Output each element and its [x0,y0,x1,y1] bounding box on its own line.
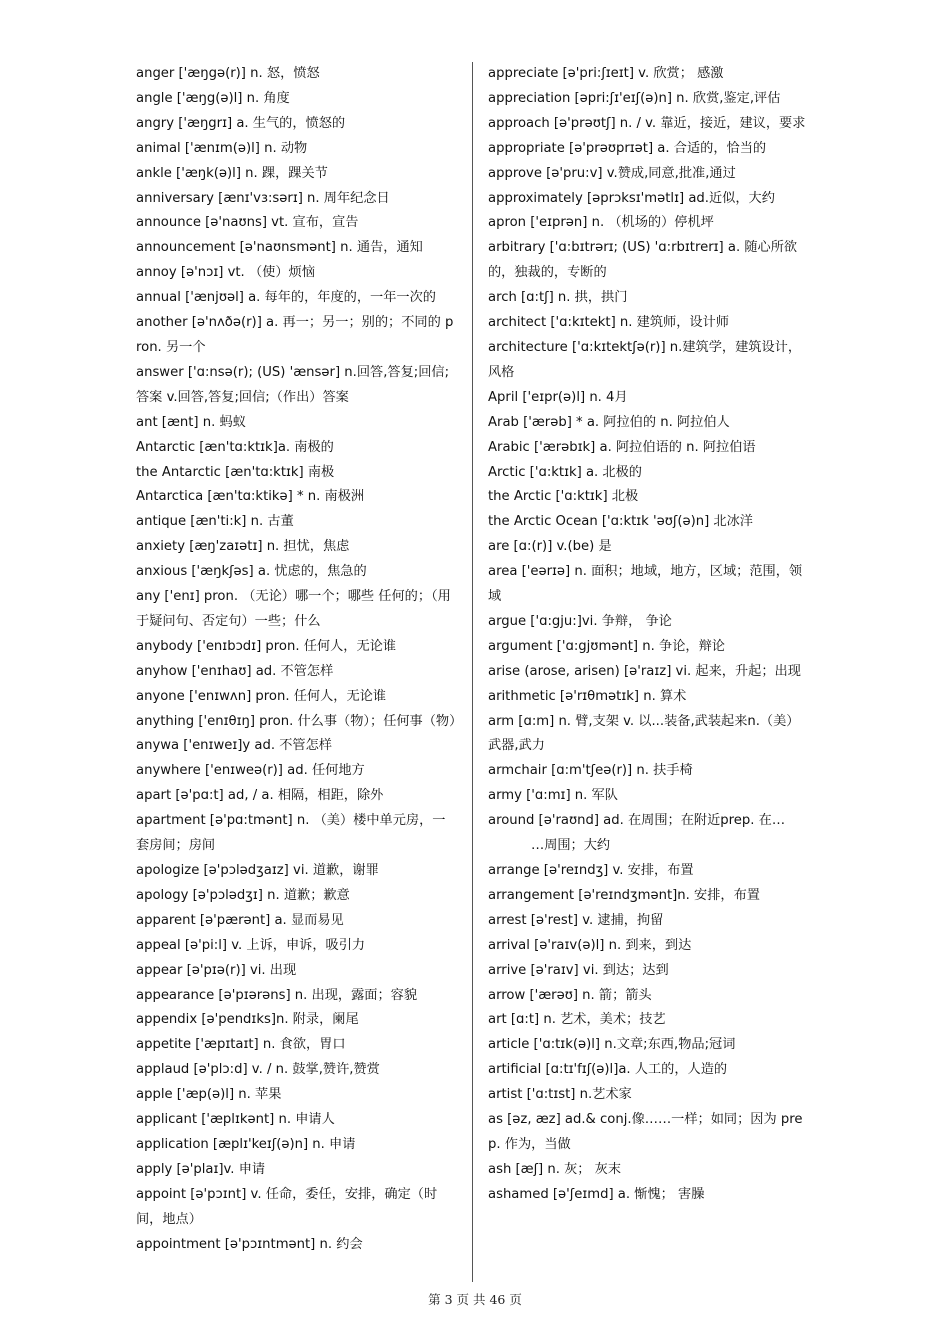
vocab-entry: apart [ə'pɑ:t] ad, / a. 相隔，相距，除外 [136,788,384,804]
vocab-entry: armchair [ɑ:m'tʃeə(r)] n. 扶手椅 [488,763,693,779]
vocab-entry: arrangement [ə'reɪndʒmənt]n. 安排，布置 [488,887,760,903]
vocab-entry: apple ['æp(ə)l] n. 苹果 [136,1087,282,1103]
vocab-entry: apartment [ə'pɑ:tmənt] n. （美）楼中单元房，一套房间；房间 [136,813,446,854]
vocab-entry: arise (arose, arisen) [ə'raɪz] vi. 起来，升起；出现 [488,663,801,679]
page-number-footer: 第 3 页 共 46 页 [428,1292,522,1307]
vocab-entry: appeal [ə'pi:l] v. 上诉，申诉，吸引力 [136,937,366,953]
vocab-entry: anyhow ['enɪhaʊ] ad. 不管怎样 [136,663,334,679]
vocab-entry: apply [ə'plaɪ]v. 申请 [136,1161,266,1177]
vocab-entry: appearance [ə'pɪərəns] n. 出现，露面；容貌 [136,987,418,1003]
vocab-entry: ankle ['æŋk(ə)l] n. 踝，踝关节 [136,165,328,181]
vocab-entry: applaud [ə'plɔ:d] v. / n. 鼓掌,赞许,赞赏 [136,1062,380,1078]
vocab-entry: answer ['ɑ:nsə(r); (US) 'ænsər] n.回答,答复;回信;答案 v.回答,答复;回信;（作出）答案 [136,364,450,405]
vocab-entry: animal ['ænɪm(ə)l] n. 动物 [136,140,308,156]
vocab-entry: arrive [ə'raɪv] vi. 到达；达到 [488,962,669,978]
vocab-entry: appoint [ə'pɔɪnt] v. 任命，委任，安排，确定（时间，地点） [136,1186,438,1227]
vocab-entry: architect ['ɑ:kɪtekt] n. 建筑师，设计师 [488,315,729,331]
vocab-entry: anywa ['enɪweɪ]y ad. 不管怎样 [136,738,332,754]
vocab-entry: the Arctic Ocean ['ɑ:ktɪk 'əʊʃ(ə)n] 北冰洋 [488,514,753,530]
vocab-entry: apron ['eɪprən] n. （机场的）停机坪 [488,215,714,231]
vocab-entry: anger ['æŋgə(r)] n. 怒，愤怒 [136,66,320,81]
vocab-entry: as [əz, æz] ad.& conj.像……一样；如同；因为 prep. 作为，当做 [488,1112,803,1152]
vocab-entry: around [ə'raʊnd] ad. 在周围；在附近prep. 在… [488,813,786,829]
vocab-entry: annoy [ə'nɔɪ] vt. （使）烦恼 [136,265,315,281]
vocab-entry: army ['ɑ:mɪ] n. 军队 [488,788,618,804]
left-column [136,62,463,1258]
vocab-entry: apparent [ə'pærənt] a. 显而易见 [136,912,344,928]
vocab-entry: Antarctic [æn'tɑ:ktɪk]a. 南极的 [136,439,334,455]
column-divider [472,62,473,1282]
vocab-entry: announcement [ə'naʊnsmənt] n. 通告，通知 [136,240,423,256]
vocab-entry: the Arctic ['ɑ:ktɪk] 北极 [488,489,639,505]
vocab-entry: Antarctica [æn'tɑ:ktikə] * n. 南极洲 [136,489,365,505]
vocab-entry: approach [ə'prəʊtʃ] n. / v. 靠近，接近，建议，要求 [488,115,806,131]
vocab-entry: another [ə'nʌðə(r)] a. 再一；另一；别的；不同的 pron. 另一个 [136,315,454,355]
vocab-entry: arrow ['ærəʊ] n. 箭；箭头 [488,987,652,1003]
vocab-entry: angry ['æŋgrɪ] a. 生气的，愤怒的 [136,115,346,131]
vocab-entry: argue ['ɑ:gju:]vi. 争辩， 争论 [488,613,672,629]
vocab-entry: Arctic ['ɑ:ktɪk] a. 北极的 [488,464,642,480]
vocab-entry: appear [ə'pɪə(r)] vi. 出现 [136,962,297,978]
vocab-entry: ash [æʃ] n. 灰； 灰末 [488,1161,622,1177]
vocab-entry: approximately [əprɔksɪ'mətlɪ] ad.近似，大约 [488,190,775,206]
vocab-entry: angle ['æŋg(ə)l] n. 角度 [136,90,290,106]
vocab-entry: applicant ['æplɪkənt] n. 申请人 [136,1112,335,1128]
vocab-entry: anniversary [ænɪ'vɜ:sərɪ] n. 周年纪念日 [136,190,390,206]
vocab-entry: article ['ɑ:tɪk(ə)l] n.文章;东西,物品;冠词 [488,1037,736,1053]
vocab-entry: art [ɑ:t] n. 艺术，美术；技艺 [488,1012,666,1028]
vocab-entry: artist ['ɑ:tɪst] n.艺术家 [488,1087,632,1103]
vocab-entry: appetite ['æpɪtaɪt] n. 食欲，胃口 [136,1037,346,1053]
vocab-entry: area ['eərɪə] n. 面积；地域，地方，区域；范围，领域 [488,564,803,605]
vocab-entry: anybody ['enɪbɔdɪ] pron. 任何人，无论谁 [136,638,397,654]
vocab-entry: are [ɑ:(r)] v.(be) 是 [488,539,612,555]
vocab-entry: ant [ænt] n. 蚂蚁 [136,414,246,430]
vocab-entry: ashamed [ə'ʃeɪmd] a. 惭愧； 害臊 [488,1186,705,1202]
vocab-entry: anyone ['enɪwʌn] pron. 任何人，无论谁 [136,688,387,704]
vocab-entry: argument ['ɑ:gjʊmənt] n. 争论，辩论 [488,638,725,654]
vocab-entry: appreciation [əpri:ʃɪ'eɪʃ(ə)n] n. 欣赏,鉴定,评估 [488,90,781,106]
vocab-entry: arch [ɑ:tʃ] n. 拱，拱门 [488,290,628,306]
vocab-entry: announce [ə'naʊns] vt. 宣布，宣告 [136,215,359,231]
vocab-entry: any ['enɪ] pron. （无论）哪一个；哪些 任何的；（用于疑问句、否定句）一些；什么 [136,589,451,629]
vocab-entry: appreciate [ə'pri:ʃɪeɪt] v. 欣赏； 感激 [488,66,724,81]
vocab-entry: anxious ['æŋkʃəs] a. 忧虑的，焦急的 [136,564,367,580]
vocab-entry: appendix [ə'pendɪks]n. 附录，阑尾 [136,1012,359,1028]
vocab-entry: arbitrary ['ɑ:bɪtrərɪ; (US) 'ɑ:rbɪtrerɪ] a. 随心所欲的，独裁的，专断的 [488,240,798,281]
vocab-entry: appointment [ə'pɔɪntmənt] n. 约会 [136,1236,363,1252]
vocab-entry: approve [ə'pru:v] v.赞成,同意,批准,通过 [488,165,736,181]
vocab-entry: arrival [ə'raɪv(ə)l] n. 到来，到达 [488,937,692,953]
vocab-entry: annual ['ænjʊəl] a. 每年的，年度的，一年一次的 [136,290,436,306]
vocab-entry: anywhere ['enɪweə(r)] ad. 任何地方 [136,763,365,779]
vocab-entry: Arabic ['ærəbɪk] a. 阿拉伯语的 n. 阿拉伯语 [488,439,756,455]
vocab-entry: the Antarctic [æn'tɑ:ktɪk] 南极 [136,464,335,480]
vocab-entry: apologize [ə'pɔlədʒaɪz] vi. 道歉，谢罪 [136,863,379,878]
vocab-entry: artificial [ɑ:tɪ'fɪʃ(ə)l]a. 人工的，人造的 [488,1062,728,1078]
vocab-entry-continuation: …周围；大约 [531,838,611,854]
vocab-entry: arrange [ə'reɪndʒ] v. 安排，布置 [488,863,694,878]
vocab-entry: antique [æn'ti:k] n. 古董 [136,514,294,530]
vocab-entry: appropriate [ə'prəʊprɪət] a. 合适的，恰当的 [488,140,767,156]
vocab-entry: architecture ['ɑ:kɪtektʃə(r)] n.建筑学，建筑设计，风格 [488,339,802,380]
vocab-entry: arm [ɑ:m] n. 臂,支架 v. 以...装备,武装起来n.（美）武器,武力 [488,713,800,754]
vocab-entry: arrest [ə'rest] v. 逮捕，拘留 [488,912,664,928]
vocab-entry: apology [ə'pɔlədʒɪ] n. 道歉；歉意 [136,887,350,903]
vocab-entry: April ['eɪpr(ə)l] n. 4月 [488,389,628,405]
right-column [488,62,812,1208]
vocab-entry: application [æplɪ'keɪʃ(ə)n] n. 申请 [136,1136,356,1152]
vocab-entry: anything ['enɪθɪŋ] pron. 什么事（物）；任何事（物） [136,713,463,729]
vocab-entry: Arab ['ærəb] * a. 阿拉伯的 n. 阿拉伯人 [488,414,730,430]
vocab-entry: arithmetic [ə'rɪθmətɪk] n. 算术 [488,688,687,704]
vocab-entry: anxiety [æŋ'zaɪətɪ] n. 担忧，焦虑 [136,539,350,555]
